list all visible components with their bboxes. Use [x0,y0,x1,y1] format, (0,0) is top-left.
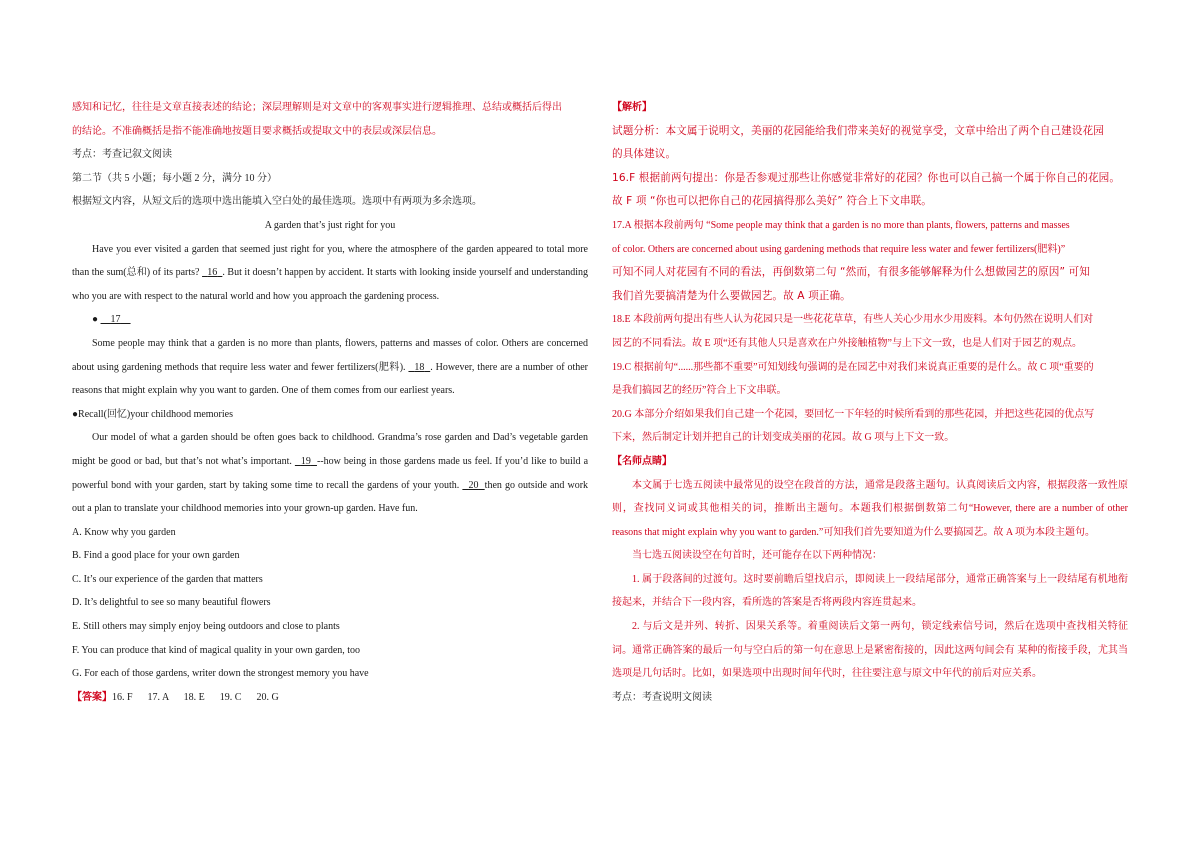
passage-paragraph-2 [72,332,588,403]
paragraph-2-text-b: . However, there are a number of other reasons that might explain why you want to garden. One of them comes from our earliest years. [72,361,588,397]
option-a: A. Know why you garden [72,526,176,538]
jiexi-label: 【解析】 [612,102,652,113]
paragraph-1-text-b: . But it doesn’t happen by accident. It starts with looking inside yourself and understanding who you are with respect to the natural world and how you approach the gardening process. [72,267,589,302]
jiexi-line-13: 20.G 本部分介绍如果我们自己建一个花园，要回忆一下年轻的时候所看到的那些花园，并把这些花园的优点写 [612,408,1095,420]
answer-text: 16. F 17. A 18. E 19. C 20. G [112,691,279,703]
mingshi-label: 【名师点睛】 [612,455,672,467]
analysis-continuation-line-2: 的结论。不准确概括是指不能准确地按题目要求概括或提取文中的表层或深层信息。 [72,125,442,137]
paragraph-1-text-a: Have you ever visited a garden that seemed just right for you, where the atmosphere of the garden appeared to total more than the sum(总和) of its parts? [72,243,588,279]
blank-18-number: 18 [414,361,425,373]
option-g: G. For each of those gardens, writer down the strongest memory you have [72,668,369,680]
passage-paragraph-1 [72,238,588,309]
analysis-continuation-line-1: 感知和记忆，往往是文章直接表述的结论；深层理解则是对文章中的客观事实进行逻辑推理、总结或概括后得出 [72,102,562,113]
paragraph-2-text-a: Some people may think that a garden is no more than plants, flowers, patterns and masses of color. Others are concerned about using gardening methods that require less water and fewer fertilizers(肥料). [72,337,588,373]
blank-19-number: 19 [300,455,311,467]
option-e: E. Still others may simply enjoy being outdoors and close to plants [72,621,340,633]
right-column [612,96,1128,709]
blank-16 [202,267,222,278]
answer-label: 【答案】 [72,691,112,703]
blank-20 [462,480,484,491]
instructions: 根据短文内容，从短文后的选项中选出能填入空白处的最佳选项。选项中有两项为多余选项。 [72,196,482,208]
jiexi-line-12: 是我们搞园艺的经历”符合上下文串联。 [612,385,787,397]
blank-18 [408,362,430,373]
heading-17 [72,308,588,332]
option-d: D. It’s delightful to see so many beautiful flowers [72,597,271,609]
jiexi-line-1: 试题分析：本文属于说明文，美丽的花园能给我们带来美好的视觉享受，文章中给出了两个自己建设花园 [612,124,1104,137]
paragraph-3-text-a: Our model of what a garden should be often goes back to childhood. Grandma’s rose garden and Dad’s vegetable garden might be good or bad, but that’s not what’s important. [72,432,588,467]
section-title: 第二节（共 5 小题；每小题 2 分，满分 10 分） [72,172,277,184]
jiexi-line-7: 可知不同人对花园有不同的看法，再倒数第二句 “然而，有很多能够解释为什么想做园艺的原因” 可知 [612,266,1090,279]
jiexi-line-6: of color. Others are concerned about using gardening methods that require less water and fewer fertilizers(肥料)” [612,243,1066,255]
kaodian-narrative: 考点：考查记叙文阅读 [72,149,172,161]
kaodian-expository: 考点：考查说明文阅读 [612,691,712,703]
recall-heading: ●Recall(回忆)your childhood memories [72,408,234,420]
paragraph-3-text-b: --how being in those gardens made us feel. If you’d like to build a powerful bond with your garden, start by taking some time to recall the gardens of your youth. [72,455,589,491]
blank-17-number: 17 [110,314,121,326]
option-b: B. Find a good place for your own garden [72,550,240,562]
passage-paragraph-3 [72,426,588,520]
mingshi-paragraph-2: 当七选五阅读设空在句首时，还可能存在以下两种情况： [632,550,882,562]
jiexi-line-9: 18.E 本段前两句提出有些人认为花园只是一些花花草草，有些人关心少用水少用废料。本句仍然在说明人们对 [612,314,1094,326]
blank-20-number: 20 [468,479,479,491]
mingshi-paragraph-3: 1. 属于段落间的过渡句。这时要前瞻后望找启示，即阅读上一段结尾部分，通常正确答案与上一段结尾有机地衔接起来，并结合下一段内容，看所选的答案是否将两段内容连贯起来。 [612,573,1128,609]
answer-line [72,686,588,710]
paragraph-3-text-c: then go outside and work out a plan to translate your childhood memories into your grown-up garden. Have fun. [72,479,589,515]
blank-19 [295,456,317,467]
passage-title: A garden that’s just right for you [264,219,396,231]
left-column [72,96,588,709]
blank-17 [101,314,131,325]
blank-16-number: 16 [207,267,218,279]
bullet-icon: ● [92,314,99,326]
mingshi-paragraph-1: 本文属于七选五阅读中最常见的设空在段首的方法，通常是段落主题句。认真阅读后文内容，根据段落一致性原则，查找同义词或其他相关的词，推断出主题句。本题我们根据倒数第二句“However, there are a number of other reasons that might explain why you want to garden.”可知我们首先要知道为什么要搞园艺。故 A 项为本段主题句。 [612,479,1128,538]
option-c: C. It’s our experience of the garden that matters [72,573,263,585]
jiexi-line-5: 17.A 根据本段前两句 “Some people may think that a garden is no more than plants, flowers, patterns and masses [612,219,1070,231]
jiexi-line-3: 16.F 根据前两句提出：你是否参观过那些让你感觉非常好的花园？你也可以自己搞一个属于你自己的花园。 [612,171,1121,184]
jiexi-line-4: 故 F 项 “你也可以把你自己的花园搞得那么美好” 符合上下文串联。 [612,195,932,208]
jiexi-line-11: 19.C 根据前句“......那些都不重要”可知划线句强调的是在园艺中对我们来说真正重要的是什么。故 C 项“重要的 [612,361,1094,373]
jiexi-line-10: 园艺的不同看法。故 E 项“还有其他人只是喜欢在户外接触植物”与上下文一致，也是人们对于园艺的观点。 [612,337,1082,349]
mingshi-paragraph-4: 2. 与后文是并列、转折、因果关系等。着重阅读后文第一两句，锁定线索信号词，然后在选项中查找相关特征词。通常正确答案的最后一句与空白后的第一句在意思上是紧密衔接的，因此这两句间会有 某种的衔接手段，尤其当选项是几句话时。比如，如果选项中出现时间年代时，往往要注意与原文中年代的前后对应关系。 [612,621,1128,680]
jiexi-line-2: 的具体建议。 [612,148,677,161]
option-f: F. You can produce that kind of magical quality in your own garden, too [72,644,361,656]
jiexi-line-14: 下来，然后制定计划并把自己的计划变成美丽的花园。故 G 项与上下文一致。 [612,432,955,444]
jiexi-line-8: 我们首先要搞清楚为什么要做园艺。故 A 项正确。 [612,289,851,302]
